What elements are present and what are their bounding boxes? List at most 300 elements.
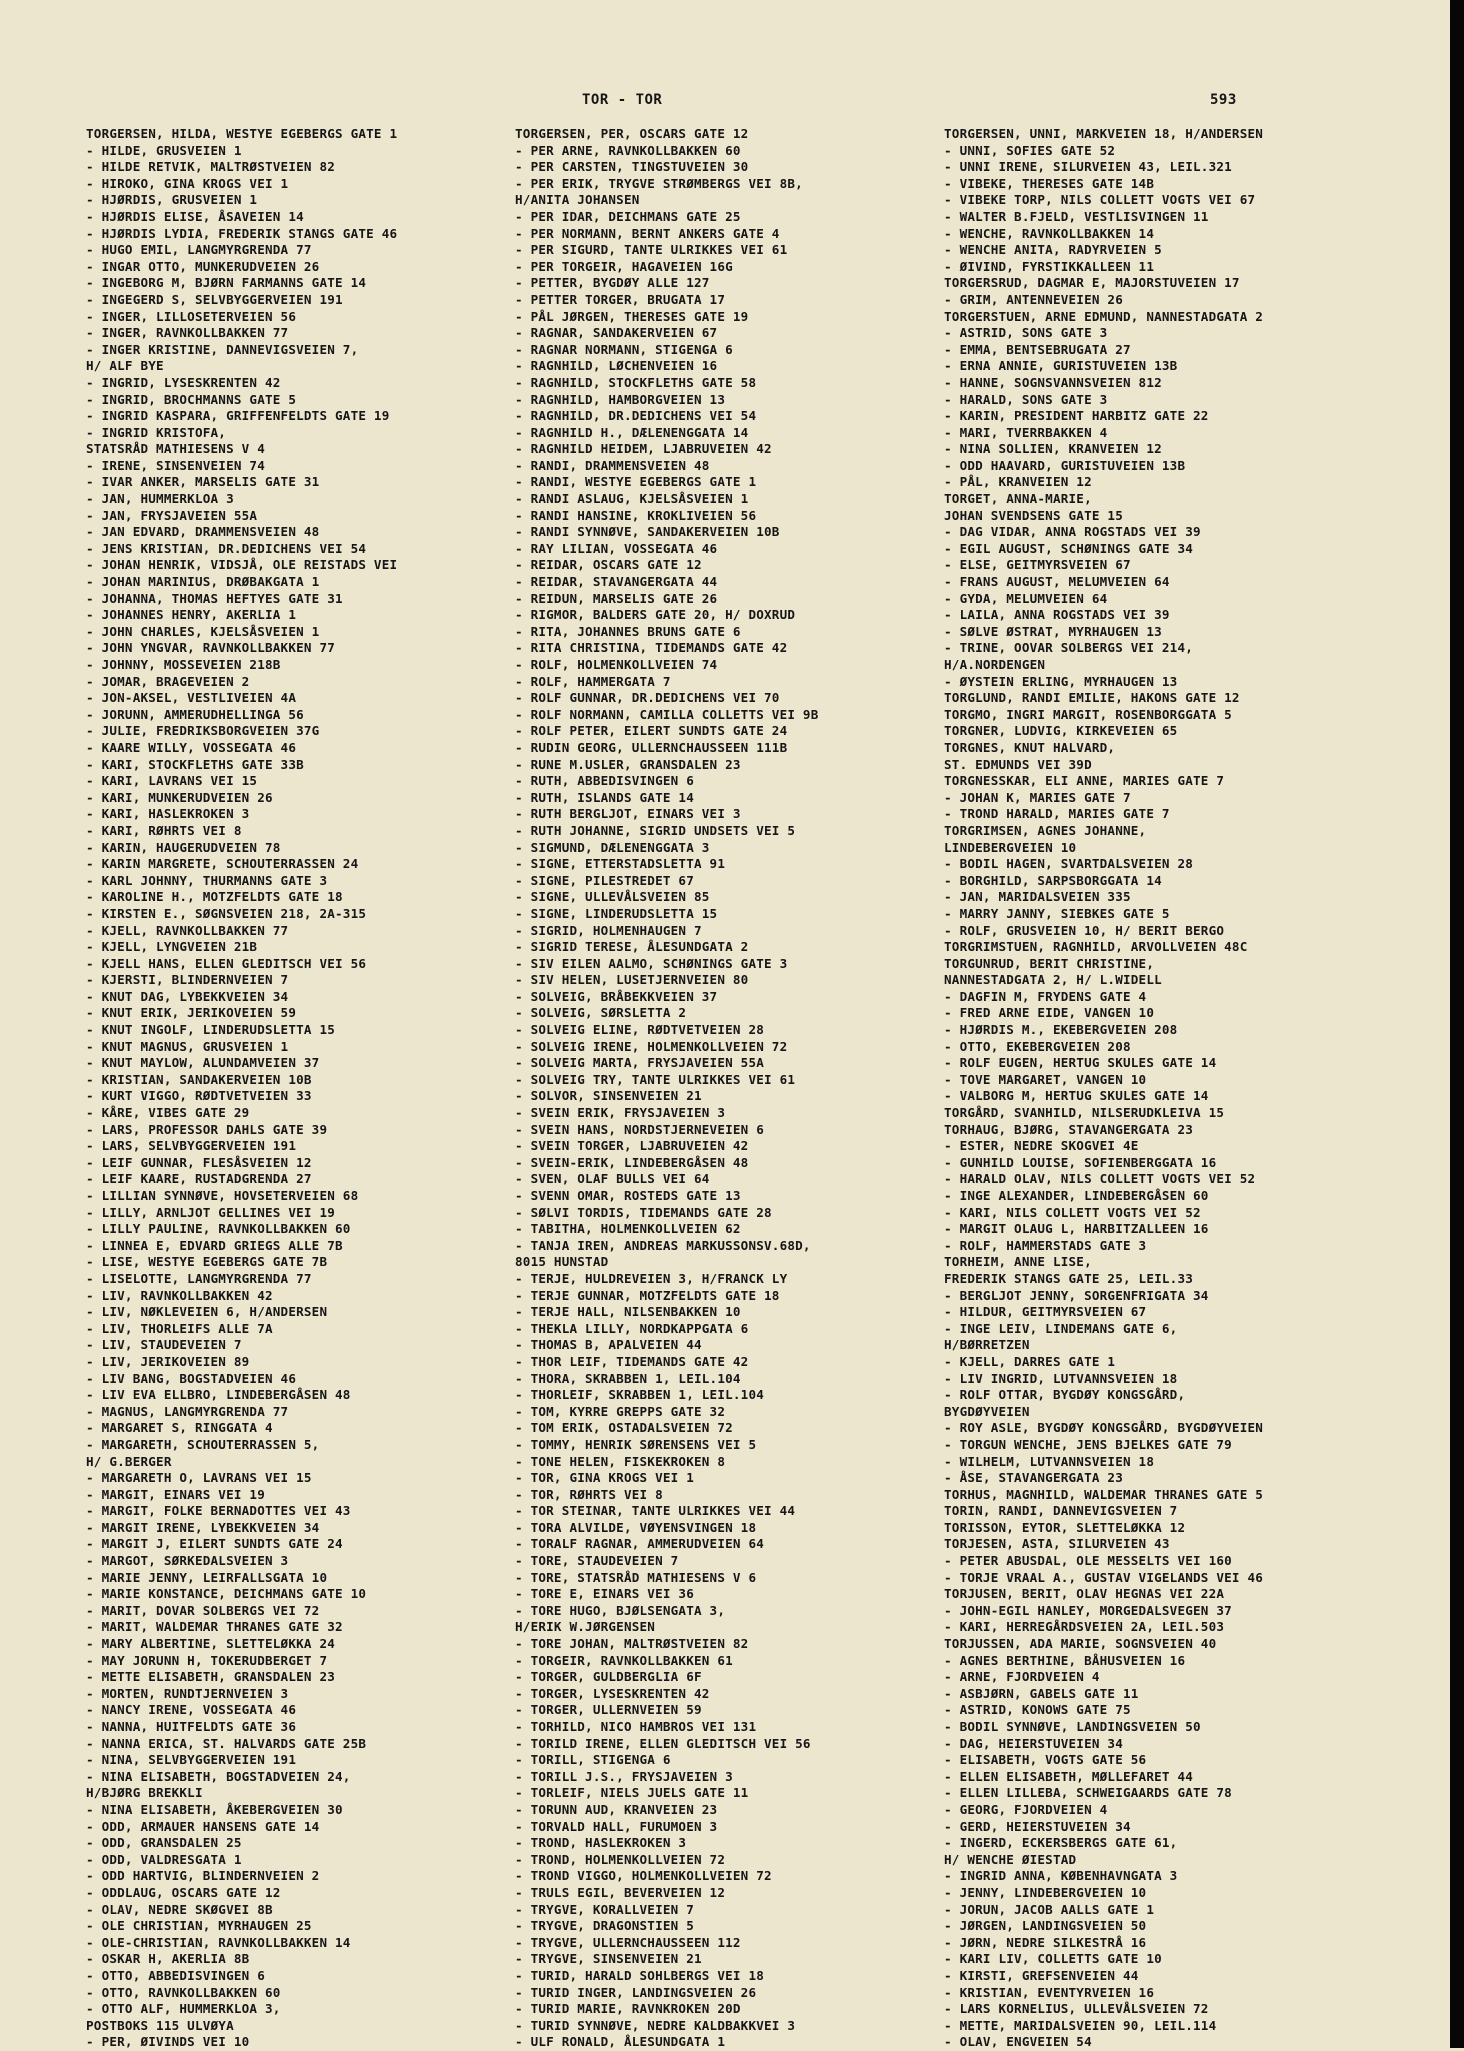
directory-entry: - MARGARETH O, LAVRANS VEI 15 [86, 1470, 312, 1486]
directory-entry: - DAG, HEIERSTUVEIEN 34 [944, 1735, 1123, 1751]
directory-entry: - LIV INGRID, LUTVANNSVEIEN 18 [944, 1370, 1178, 1386]
directory-entry: - RUDIN GEORG, ULLERNCHAUSSEEN 111B [515, 739, 788, 755]
directory-entry: - OTTO ALF, HUMMERKLOA 3, [86, 2001, 281, 2017]
directory-entry: TORGRIMSEN, AGNES JOHANNE, [944, 822, 1147, 838]
directory-entry: - LIV, THORLEIFS ALLE 7A [86, 1320, 273, 1336]
directory-entry: - RIGMOR, BALDERS GATE 20, H/ DOXRUD [515, 607, 796, 623]
directory-entry: - SVEIN HANS, NORDSTJERNEVEIEN 6 [515, 1121, 765, 1137]
directory-entry: - TOVE MARGARET, VANGEN 10 [944, 1071, 1147, 1087]
directory-entry: - INGRID KRISTOFA, [86, 424, 227, 440]
directory-entry: - HJØRDIS, GRUSVEIEN 1 [86, 192, 258, 208]
directory-entry: - MARGIT, EINARS VEI 19 [86, 1486, 265, 1502]
directory-entry: - KJELL, LYNGVEIEN 21B [86, 939, 258, 955]
directory-entry: - TORA ALVILDE, VØYENSVINGEN 18 [515, 1519, 757, 1535]
directory-entry: - SIGNE, ULLEVÅLSVEIEN 85 [515, 889, 710, 905]
directory-entry: TORGERSEN, PER, OSCARS GATE 12 [515, 126, 749, 141]
directory-entry: - TORE E, EINARS VEI 36 [515, 1586, 694, 1602]
directory-entry: TORGERSTUEN, ARNE EDMUND, NANNESTADGATA 2 [944, 308, 1264, 324]
directory-column-3 [944, 126, 1344, 2051]
directory-entry: - PER SIGURD, TANTE ULRIKKES VEI 61 [515, 242, 788, 258]
directory-entry: STATSRÅD MATHIESENS V 4 [86, 441, 265, 457]
directory-entry: - JORUN, JACOB AALLS GATE 1 [944, 1901, 1155, 1917]
directory-entry: - PÅL JØRGEN, THERESES GATE 19 [515, 308, 749, 324]
directory-entry: - JAN, MARIDALSVEIEN 335 [944, 889, 1131, 905]
directory-entry: - ELLEN ELISABETH, MØLLEFARET 44 [944, 1768, 1194, 1784]
directory-entry: - TORHILD, NICO HAMBROS VEI 131 [515, 1719, 757, 1734]
directory-entry: - NINA, SELVBYGGERVEIEN 191 [86, 1752, 297, 1768]
directory-entry: TORGNER, LUDVIG, KIRKEVEIEN 65 [944, 723, 1178, 739]
directory-entry: - LISELOTTE, LANGMYRGRENDA 77 [86, 1270, 312, 1286]
directory-entry: TORGRIMSTUEN, RAGNHILD, ARVOLLVEIEN 48C [944, 939, 1248, 955]
directory-entry: - JAN EDVARD, DRAMMENSVEIEN 48 [86, 524, 320, 540]
directory-entry: - RAY LILIAN, VOSSEGATA 46 [515, 540, 718, 556]
directory-entry: - THORA, SKRABBEN 1, LEIL.104 [515, 1370, 741, 1386]
directory-entry: - UNNI IRENE, SILURVEIEN 43, LEIL.321 [944, 159, 1232, 175]
directory-entry: - ROLF, GRUSVEIEN 10, H/ BERIT BERGO [944, 922, 1225, 938]
directory-entry: - LEIF KAARE, RUSTADGRENDA 27 [86, 1171, 312, 1187]
directory-entry: - MARGARETH, SCHOUTERRASSEN 5, [86, 1436, 320, 1452]
directory-entry: - BODIL SYNNØVE, LANDINGSVEIEN 50 [944, 1719, 1201, 1734]
directory-entry: - RUNE M.USLER, GRANSDALEN 23 [515, 756, 741, 772]
directory-entry: - RAGNHILD, LØCHENVEIEN 16 [515, 358, 718, 374]
directory-entry: - JOHAN K, MARIES GATE 7 [944, 789, 1131, 805]
directory-entry: TORGNES, KNUT HALVARD, [944, 739, 1116, 755]
directory-entry: - IVAR ANKER, MARSELIS GATE 31 [86, 474, 320, 490]
directory-entry: - REIDAR, OSCARS GATE 12 [515, 557, 702, 573]
directory-entry: - RITA, JOHANNES BRUNS GATE 6 [515, 623, 741, 639]
directory-entry: - TORGEIR, RAVNKOLLBAKKEN 61 [515, 1652, 733, 1668]
directory-entry: - WILHELM, LUTVANNSVEIEN 18 [944, 1453, 1155, 1469]
directory-entry: - RANDI SYNNØVE, SANDAKERVEIEN 10B [515, 524, 780, 540]
directory-entry: POSTBOKS 115 ULVØYA [86, 2017, 234, 2033]
directory-entry: - THORLEIF, SKRABBEN 1, LEIL.104 [515, 1387, 765, 1403]
directory-entry: H/A.NORDENGEN [944, 657, 1046, 672]
page-title: TOR - TOR [582, 92, 663, 108]
directory-entry: - JORUNN, AMMERUDHELLINGA 56 [86, 706, 304, 722]
directory-entry: - SIGNE, PILESTREDET 67 [515, 872, 694, 888]
directory-entry: - LAILA, ANNA ROGSTADS VEI 39 [944, 607, 1170, 623]
directory-entry: - RANDI ASLAUG, KJELSÅSVEIEN 1 [515, 491, 749, 507]
directory-entry: - KARI, MUNKERUDVEIEN 26 [86, 789, 273, 805]
directory-entry: - SVEIN-ERIK, LINDEBERGÅSEN 48 [515, 1154, 749, 1170]
directory-entry: - SOLVEIG ELINE, RØDTVETVEIEN 28 [515, 1022, 765, 1038]
directory-entry: TORGMO, INGRI MARGIT, ROSENBORGGATA 5 [944, 706, 1232, 722]
directory-entry: - SVEIN TORGER, LJABRUVEIEN 42 [515, 1138, 749, 1154]
directory-entry: - THEKLA LILLY, NORDKAPPGATA 6 [515, 1320, 749, 1336]
directory-entry: - GUNHILD LOUISE, SOFIENBERGGATA 16 [944, 1154, 1217, 1170]
directory-entry: - KARIN, HAUGERUDVEIEN 78 [86, 839, 281, 855]
directory-entry: - TRULS EGIL, BEVERVEIEN 12 [515, 1884, 726, 1900]
directory-entry: - TOM, KYRRE GREPPS GATE 32 [515, 1403, 726, 1419]
directory-entry: - MARGIT, FOLKE BERNADOTTES VEI 43 [86, 1503, 351, 1519]
directory-entry: - LIV, NØKLEVEIEN 6, H/ANDERSEN [86, 1304, 328, 1320]
directory-entry: - ROLF, HOLMENKOLLVEIEN 74 [515, 657, 718, 672]
directory-entry: - LEIF GUNNAR, FLESÅSVEIEN 12 [86, 1154, 312, 1170]
directory-entry: - RAGNHILD, STOCKFLETHS GATE 58 [515, 374, 757, 390]
directory-entry: - MARRY JANNY, SIEBKES GATE 5 [944, 905, 1170, 921]
directory-entry: - SOLVEIG TRY, TANTE ULRIKKES VEI 61 [515, 1071, 796, 1087]
directory-entry: - SOLVOR, SINSENVEIEN 21 [515, 1088, 702, 1104]
directory-entry: - KNUT INGOLF, LINDERUDSLETTA 15 [86, 1022, 336, 1038]
directory-entry: - SIV EILEN AALMO, SCHØNINGS GATE 3 [515, 955, 788, 971]
directory-entry: - BERGLJOT JENNY, SORGENFRIGATA 34 [944, 1287, 1209, 1303]
directory-entry: - RAGNAR NORMANN, STIGENGA 6 [515, 341, 733, 357]
directory-entry: - NINA ELISABETH, BOGSTADVEIEN 24, [86, 1768, 351, 1784]
directory-entry: - JENS KRISTIAN, DR.DEDICHENS VEI 54 [86, 540, 367, 556]
directory-entry: - EGIL AUGUST, SCHØNINGS GATE 34 [944, 540, 1194, 556]
directory-entry: - KIRSTEN E., SØGNSVEIEN 218, 2A-315 [86, 905, 367, 921]
directory-entry: - VIBEKE TORP, NILS COLLETT VOGTS VEI 67 [944, 192, 1256, 208]
directory-entry: - JOMAR, BRAGEVEIEN 2 [86, 673, 250, 689]
directory-entry: TORHAUG, BJØRG, STAVANGERGATA 23 [944, 1121, 1194, 1137]
directory-entry: - LINNEA E, EDVARD GRIEGS ALLE 7B [86, 1237, 343, 1253]
directory-entry: - HIROKO, GINA KROGS VEI 1 [86, 175, 289, 191]
directory-entry: - JOHAN HENRIK, VIDSJÅ, OLE REISTADS VEI [86, 557, 398, 573]
directory-entry: - JAN, FRYSJAVEIEN 55A [86, 507, 258, 523]
directory-entry: - PER TORGEIR, HAGAVEIEN 16G [515, 258, 733, 274]
directory-entry: - PETTER, BYGDØY ALLE 127 [515, 275, 710, 291]
directory-entry: - TORILL J.S., FRYSJAVEIEN 3 [515, 1768, 733, 1784]
directory-entry: - ASTRID, SONS GATE 3 [944, 325, 1108, 341]
directory-entry: - TOMMY, HENRIK SØRENSENS VEI 5 [515, 1436, 757, 1452]
directory-entry: - HJØRDIS M., EKEBERGVEIEN 208 [944, 1022, 1178, 1038]
directory-entry: - ØIVIND, FYRSTIKKALLEEN 11 [944, 258, 1155, 274]
directory-entry: - PER CARSTEN, TINGSTUVEIEN 30 [515, 159, 749, 175]
directory-entry: - MARGARET S, RINGGATA 4 [86, 1420, 273, 1436]
directory-entry: - TRYGVE, SINSENVEIEN 21 [515, 1951, 702, 1967]
directory-entry: - UNNI, SOFIES GATE 52 [944, 142, 1116, 158]
directory-entry: - BODIL HAGEN, SVARTDALSVEIEN 28 [944, 856, 1194, 872]
directory-entry: - REIDUN, MARSELIS GATE 26 [515, 590, 718, 606]
directory-entry: - LIV, STAUDEVEIEN 7 [86, 1337, 242, 1353]
directory-entry: - SOLVEIG, SØRSLETTA 2 [515, 1005, 687, 1021]
directory-entry: - JØRGEN, LANDINGSVEIEN 50 [944, 1918, 1147, 1934]
directory-entry: - TROND, HOLMENKOLLVEIEN 72 [515, 1851, 726, 1867]
directory-entry: - HJØRDIS ELISE, ÅSAVEIEN 14 [86, 208, 304, 224]
directory-entry: - KURT VIGGO, RØDTVETVEIEN 33 [86, 1088, 312, 1104]
directory-entry: - ROLF OTTAR, BYGDØY KONGSGÅRD, [944, 1387, 1186, 1403]
directory-entry: - TORJE VRAAL A., GUSTAV VIGELANDS VEI 46 [944, 1569, 1264, 1585]
directory-entry: - PETTER TORGER, BRUGATA 17 [515, 291, 726, 307]
directory-entry: TORGERSEN, HILDA, WESTYE EGEBERGS GATE 1 [86, 126, 398, 141]
directory-entry: - SØLVI TORDIS, TIDEMANDS GATE 28 [515, 1204, 772, 1220]
directory-entry: - TRINE, OOVAR SOLBERGS VEI 214, [944, 640, 1194, 656]
directory-entry: TORISSON, EYTOR, SLETTELØKKA 12 [944, 1519, 1186, 1535]
directory-entry: - KJERSTI, BLINDERNVEIEN 7 [86, 972, 289, 988]
directory-entry: - MARIE JENNY, LEIRFALLSGATA 10 [86, 1569, 328, 1585]
directory-entry: - TERJE, HULDREVEIEN 3, H/FRANCK LY [515, 1270, 788, 1286]
directory-entry: - LILLY, ARNLJOT GELLINES VEI 19 [86, 1204, 336, 1220]
directory-entry: - LARS, PROFESSOR DAHLS GATE 39 [86, 1121, 328, 1137]
directory-entry: TORGNESSKAR, ELI ANNE, MARIES GATE 7 [944, 773, 1225, 789]
directory-entry: - GEORG, FJORDVEIEN 4 [944, 1801, 1108, 1817]
directory-entry: - LARS KORNELIUS, ULLEVÅLSVEIEN 72 [944, 2001, 1209, 2017]
directory-entry: - OLE CHRISTIAN, MYRHAUGEN 25 [86, 1918, 312, 1934]
directory-entry: - KARI, LAVRANS VEI 15 [86, 773, 258, 789]
directory-entry: - MARIT, WALDEMAR THRANES GATE 32 [86, 1619, 343, 1635]
directory-entry: - JØRN, NEDRE SILKESTRÅ 16 [944, 1934, 1147, 1950]
directory-entry: - PER IDAR, DEICHMANS GATE 25 [515, 208, 741, 224]
directory-entry: - JOHANNA, THOMAS HEFTYES GATE 31 [86, 590, 343, 606]
directory-entry: - KARI, NILS COLLETT VOGTS VEI 52 [944, 1204, 1201, 1220]
directory-entry: - NINA SOLLIEN, KRANVEIEN 12 [944, 441, 1162, 457]
directory-entry: - INGEBORG M, BJØRN FARMANNS GATE 14 [86, 275, 367, 291]
directory-entry: - RANDI HANSINE, KROKLIVEIEN 56 [515, 507, 757, 523]
directory-entry: - KNUT MAYLOW, ALUNDAMVEIEN 37 [86, 1055, 320, 1071]
directory-entry: - LARS, SELVBYGGERVEIEN 191 [86, 1138, 297, 1154]
directory-entry: - METTE ELISABETH, GRANSDALEN 23 [86, 1669, 336, 1685]
directory-entry: - ROLF, HAMMERGATA 7 [515, 673, 671, 689]
directory-entry: - SIGNE, ETTERSTADSLETTA 91 [515, 856, 726, 872]
directory-entry: - ROLF NORMANN, CAMILLA COLLETTS VEI 9B [515, 706, 819, 722]
directory-entry: TORGLUND, RANDI EMILIE, HAKONS GATE 12 [944, 690, 1240, 706]
directory-entry: H/ANITA JOHANSEN [515, 192, 640, 208]
directory-entry: BYGDØYVEIEN [944, 1403, 1030, 1419]
directory-entry: - TONE HELEN, FISKEKROKEN 8 [515, 1453, 726, 1469]
directory-entry: - ODDLAUG, OSCARS GATE 12 [86, 1884, 281, 1900]
directory-entry: - PER NORMANN, BERNT ANKERS GATE 4 [515, 225, 780, 241]
directory-entry: - KNUT ERIK, JERIKOVEIEN 59 [86, 1005, 297, 1021]
directory-entry: - PETER ABUSDAL, OLE MESSELTS VEI 160 [944, 1553, 1232, 1569]
directory-entry: - INGER, LILLOSETERVEIEN 56 [86, 308, 297, 324]
directory-entry: - INGER, RAVNKOLLBAKKEN 77 [86, 325, 289, 341]
directory-entry: - KIRSTI, GREFSENVEIEN 44 [944, 1967, 1139, 1983]
directory-entry: - LIV EVA ELLBRO, LINDEBERGÅSEN 48 [86, 1387, 351, 1403]
directory-entry: - WENCHE, RAVNKOLLBAKKEN 14 [944, 225, 1155, 241]
directory-entry: - INGAR OTTO, MUNKERUDVEIEN 26 [86, 258, 320, 274]
directory-entry: - RUTH BERGLJOT, EINARS VEI 3 [515, 806, 741, 822]
directory-entry: - SØLVE ØSTRAT, MYRHAUGEN 13 [944, 623, 1162, 639]
directory-entry: - TOR, RØHRTS VEI 8 [515, 1486, 663, 1502]
directory-entry: - KARI, RØHRTS VEI 8 [86, 822, 242, 838]
directory-column-2 [515, 126, 925, 2051]
directory-entry: - KRISTIAN, EVENTYRVEIEN 16 [944, 1984, 1155, 2000]
directory-entry: - TORLEIF, NIELS JUELS GATE 11 [515, 1785, 749, 1801]
directory-entry: - RANDI, DRAMMENSVEIEN 48 [515, 457, 710, 473]
directory-entry: - MARGIT IRENE, LYBEKKVEIEN 34 [86, 1519, 320, 1535]
directory-entry: - TORGER, ULLERNVEIEN 59 [515, 1702, 702, 1718]
directory-entry: - ROLF, HAMMERSTADS GATE 3 [944, 1237, 1147, 1253]
directory-entry: TORGUNRUD, BERIT CHRISTINE, [944, 955, 1155, 971]
directory-entry: - RUTH, ABBEDISVINGEN 6 [515, 773, 694, 789]
directory-entry: - ÅSE, STAVANGERGATA 23 [944, 1470, 1123, 1486]
directory-entry: - TORE JOHAN, MALTRØSTVEIEN 82 [515, 1636, 749, 1652]
directory-entry: - TORALF RAGNAR, AMMERUDVEIEN 64 [515, 1536, 765, 1552]
directory-entry: - TORUNN AUD, KRANVEIEN 23 [515, 1801, 718, 1817]
directory-entry: - MORTEN, RUNDTJERNVEIEN 3 [86, 1685, 289, 1701]
directory-entry: - THOR LEIF, TIDEMANDS GATE 42 [515, 1353, 749, 1369]
directory-entry: - JOHAN MARINIUS, DRØBAKGATA 1 [86, 574, 320, 590]
directory-entry: - MARGIT J, EILERT SUNDTS GATE 24 [86, 1536, 343, 1552]
directory-entry: - TROND VIGGO, HOLMENKOLLVEIEN 72 [515, 1868, 772, 1884]
directory-entry: - FRED ARNE EIDE, VANGEN 10 [944, 1005, 1155, 1021]
directory-entry: - ASBJØRN, GABELS GATE 11 [944, 1685, 1139, 1701]
directory-entry: H/BØRRETZEN [944, 1337, 1030, 1353]
directory-entry: - SOLVEIG, BRÅBEKKVEIEN 37 [515, 988, 718, 1004]
directory-entry: - INGE LEIV, LINDEMANS GATE 6, [944, 1320, 1178, 1336]
directory-entry: - ESTER, NEDRE SKOGVEI 4E [944, 1138, 1139, 1154]
directory-entry: H/ WENCHE ØIESTAD [944, 1851, 1077, 1867]
directory-entry: - PER ERIK, TRYGVE STRØMBERGS VEI 8B, [515, 175, 803, 191]
directory-entry: - TANJA IREN, ANDREAS MARKUSSONSV.68D, [515, 1237, 811, 1253]
directory-entry: TORHUS, MAGNHILD, WALDEMAR THRANES GATE 5 [944, 1486, 1264, 1502]
directory-entry: NANNESTADGATA 2, H/ L.WIDELL [944, 972, 1162, 988]
directory-entry: - NINA ELISABETH, ÅKEBERGVEIEN 30 [86, 1801, 343, 1817]
directory-entry: - JAN, HUMMERKLOA 3 [86, 491, 234, 507]
directory-entry: - MARI, TVERRBAKKEN 4 [944, 424, 1108, 440]
page-header [0, 92, 1450, 112]
directory-entry: - ODD HAAVARD, GURISTUVEIEN 13B [944, 457, 1186, 473]
directory-entry: - KRISTIAN, SANDAKERVEIEN 10B [86, 1071, 312, 1087]
directory-entry: - SIGNE, LINDERUDSLETTA 15 [515, 905, 718, 921]
directory-entry: TORGET, ANNA-MARIE, [944, 491, 1092, 507]
directory-entry: - RAGNHILD, DR.DEDICHENS VEI 54 [515, 408, 757, 424]
directory-entry: - TORE, STAUDEVEIEN 7 [515, 1553, 679, 1569]
directory-entry: - VALBORG M, HERTUG SKULES GATE 14 [944, 1088, 1209, 1104]
directory-entry: - RAGNAR, SANDAKERVEIEN 67 [515, 325, 718, 341]
directory-entry: TORGÅRD, SVANHILD, NILSERUDKLEIVA 15 [944, 1105, 1225, 1121]
directory-entry: - INGRID ANNA, KØBENHAVNGATA 3 [944, 1868, 1178, 1884]
directory-entry: - HJØRDIS LYDIA, FREDERIK STANGS GATE 46 [86, 225, 398, 241]
directory-entry: - ODD, VALDRESGATA 1 [86, 1851, 242, 1867]
directory-entry: - HARALD, SONS GATE 3 [944, 391, 1108, 407]
directory-entry: - EMMA, BENTSEBRUGATA 27 [944, 341, 1131, 357]
directory-entry: - ROLF PETER, EILERT SUNDTS GATE 24 [515, 723, 788, 739]
directory-entry: - SOLVEIG MARTA, FRYSJAVEIEN 55A [515, 1055, 765, 1071]
directory-entry: - KARL JOHNNY, THURMANNS GATE 3 [86, 872, 328, 888]
directory-entry: - JOHANNES HENRY, AKERLIA 1 [86, 607, 297, 623]
directory-entry: - RAGNHILD HEIDEM, LJABRUVEIEN 42 [515, 441, 772, 457]
directory-entry: - TROND, HASLEKROKEN 3 [515, 1835, 687, 1851]
directory-entry: - TORE, STATSRÅD MATHIESENS V 6 [515, 1569, 757, 1585]
directory-entry: - SIGRID TERESE, ÅLESUNDGATA 2 [515, 939, 749, 955]
directory-entry: - TURID SYNNØVE, NEDRE KALDBAKKVEI 3 [515, 2017, 796, 2033]
directory-entry: - ROLF GUNNAR, DR.DEDICHENS VEI 70 [515, 690, 780, 706]
directory-entry: - KJELL, DARRES GATE 1 [944, 1353, 1116, 1369]
directory-entry: - AGNES BERTHINE, BÅHUSVEIEN 16 [944, 1652, 1186, 1668]
directory-entry: - TRYGVE, KORALLVEIEN 7 [515, 1901, 694, 1917]
directory-entry: - ROY ASLE, BYGDØY KONGSGÅRD, BYGDØYVEIEN [944, 1420, 1264, 1436]
directory-entry: - SIGRID, HOLMENHAUGEN 7 [515, 922, 702, 938]
directory-entry: - WENCHE ANITA, RADYRVEIEN 5 [944, 242, 1162, 258]
directory-entry: - IRENE, SINSENVEIEN 74 [86, 457, 265, 473]
directory-entry: H/ ALF BYE [86, 358, 164, 374]
directory-entry: - SVEIN ERIK, FRYSJAVEIEN 3 [515, 1105, 726, 1121]
directory-entry: - PER ARNE, RAVNKOLLBAKKEN 60 [515, 142, 741, 158]
directory-entry: TORGERSEN, UNNI, MARKVEIEN 18, H/ANDERSEN [944, 126, 1264, 141]
directory-entry: - TRYGVE, ULLERNCHAUSSEEN 112 [515, 1934, 741, 1950]
directory-entry: - ROLF EUGEN, HERTUG SKULES GATE 14 [944, 1055, 1217, 1071]
directory-entry: - SVEN, OLAF BULLS VEI 64 [515, 1171, 710, 1187]
directory-entry: - TORVALD HALL, FURUMOEN 3 [515, 1818, 718, 1834]
directory-entry: - TURID, HARALD SOHLBERGS VEI 18 [515, 1967, 765, 1983]
directory-entry: TORIN, RANDI, DANNEVIGSVEIEN 7 [944, 1503, 1178, 1519]
directory-entry: 8015 HUNSTAD [515, 1254, 609, 1270]
directory-entry: - TORILL, STIGENGA 6 [515, 1752, 671, 1768]
directory-entry: - ULF RONALD, ÅLESUNDGATA 1 [515, 2034, 726, 2050]
directory-entry: H/ERIK W.JØRGENSEN [515, 1619, 656, 1635]
directory-entry: - INGRID KASPARA, GRIFFENFELDTS GATE 19 [86, 408, 390, 424]
directory-entry: - DAG VIDAR, ANNA ROGSTADS VEI 39 [944, 524, 1201, 540]
directory-entry: - KNUT DAG, LYBEKKVEIEN 34 [86, 988, 289, 1004]
directory-entry: - ODD, ARMAUER HANSENS GATE 14 [86, 1818, 320, 1834]
directory-entry: - OTTO, ABBEDISVINGEN 6 [86, 1967, 265, 1983]
directory-entry: - KNUT MAGNUS, GRUSVEIEN 1 [86, 1038, 289, 1054]
directory-entry: TORJESEN, ASTA, SILURVEIEN 43 [944, 1536, 1170, 1552]
directory-entry: - HANNE, SOGNSVANNSVEIEN 812 [944, 374, 1162, 390]
directory-entry: - ERNA ANNIE, GURISTUVEIEN 13B [944, 358, 1178, 374]
directory-entry: - NANNA ERICA, ST. HALVARDS GATE 25B [86, 1735, 367, 1751]
directory-entry: - REIDAR, STAVANGERGATA 44 [515, 574, 718, 590]
directory-entry: - TOM ERIK, OSTADALSVEIEN 72 [515, 1420, 733, 1436]
directory-entry: TORGERSRUD, DAGMAR E, MAJORSTUVEIEN 17 [944, 275, 1240, 291]
directory-entry: - NANNA, HUITFELDTS GATE 36 [86, 1719, 297, 1734]
directory-entry: - OSKAR H, AKERLIA 8B [86, 1951, 250, 1967]
page-number: 593 [1210, 92, 1237, 108]
directory-entry: - KJELL, RAVNKOLLBAKKEN 77 [86, 922, 289, 938]
directory-entry: - SIGMUND, DÆLENENGGATA 3 [515, 839, 710, 855]
directory-entry: - KARI, HASLEKROKEN 3 [86, 806, 250, 822]
directory-entry: - SVENN OMAR, ROSTEDS GATE 13 [515, 1188, 741, 1203]
directory-entry: - ODD, GRANSDALEN 25 [86, 1835, 242, 1851]
directory-entry: - TRYGVE, DRAGONSTIEN 5 [515, 1918, 694, 1934]
directory-entry: - KARI, STOCKFLETHS GATE 33B [86, 756, 304, 772]
directory-entry: - JOHNNY, MOSSEVEIEN 218B [86, 657, 281, 672]
directory-entry: H/ G.BERGER [86, 1453, 172, 1469]
directory-entry: - THOMAS B, APALVEIEN 44 [515, 1337, 702, 1353]
directory-entry: ST. EDMUNDS VEI 39D [944, 756, 1092, 772]
directory-entry: - HILDUR, GEITMYRSVEIEN 67 [944, 1304, 1147, 1320]
directory-entry: JOHAN SVENDSENS GATE 15 [944, 507, 1123, 523]
directory-entry: - SIV HELEN, LUSETJERNVEIEN 80 [515, 972, 749, 988]
directory-entry: - OTTO, EKEBERGVEIEN 208 [944, 1038, 1131, 1054]
directory-entry: - KARIN, PRESIDENT HARBITZ GATE 22 [944, 408, 1209, 424]
directory-entry: - OLAV, NEDRE SKØGVEI 8B [86, 1901, 273, 1917]
directory-entry: - LILLY PAULINE, RAVNKOLLBAKKEN 60 [86, 1221, 351, 1237]
directory-entry: - LIV BANG, BOGSTADVEIEN 46 [86, 1370, 297, 1386]
directory-entry: - HILDE RETVIK, MALTRØSTVEIEN 82 [86, 159, 336, 175]
directory-entry: - KAROLINE H., MOTZFELDTS GATE 18 [86, 889, 343, 905]
directory-entry: - MARGOT, SØRKEDALSVEIEN 3 [86, 1553, 289, 1569]
directory-entry: - HILDE, GRUSVEIEN 1 [86, 142, 242, 158]
directory-entry: - TORILD IRENE, ELLEN GLEDITSCH VEI 56 [515, 1735, 811, 1751]
directory-entry: - TORGER, LYSESKRENTEN 42 [515, 1685, 710, 1701]
directory-entry: TORJUSEN, BERIT, OLAV HEGNAS VEI 22A [944, 1586, 1225, 1602]
directory-entry: - MARGIT OLAUG L, HARBITZALLEEN 16 [944, 1221, 1209, 1237]
directory-entry: - ARNE, FJORDVEIEN 4 [944, 1669, 1100, 1685]
directory-entry: - ELISABETH, VOGTS GATE 56 [944, 1752, 1147, 1768]
directory-entry: FREDERIK STANGS GATE 25, LEIL.33 [944, 1270, 1194, 1286]
directory-entry: - GRIM, ANTENNEVEIEN 26 [944, 291, 1123, 307]
directory-entry: - MARIE KONSTANCE, DEICHMANS GATE 10 [86, 1586, 367, 1602]
directory-entry: - ASTRID, KONOWS GATE 75 [944, 1702, 1131, 1718]
directory-entry: - INGERD, ECKERSBERGS GATE 61, [944, 1835, 1178, 1851]
directory-entry: H/BJØRG BREKKLI [86, 1785, 203, 1801]
directory-entry: - KARIN MARGRETE, SCHOUTERRASSEN 24 [86, 856, 359, 872]
directory-entry: - KÅRE, VIBES GATE 29 [86, 1105, 250, 1121]
directory-entry: - TURID INGER, LANDINGSVEIEN 26 [515, 1984, 757, 2000]
directory-entry: - ODD HARTVIG, BLINDERNVEIEN 2 [86, 1868, 320, 1884]
directory-entry: TORJUSSEN, ADA MARIE, SOGNSVEIEN 40 [944, 1636, 1217, 1652]
directory-entry: - ELLEN LILLEBA, SCHWEIGAARDS GATE 78 [944, 1785, 1232, 1801]
directory-entry: - INGRID, BROCHMANNS GATE 5 [86, 391, 297, 407]
directory-entry: - TROND HARALD, MARIES GATE 7 [944, 806, 1170, 822]
directory-entry: - DAGFIN M, FRYDENS GATE 4 [944, 988, 1147, 1004]
directory-entry: - METTE, MARIDALSVEIEN 90, LEIL.114 [944, 2017, 1217, 2033]
directory-entry: - GYDA, MELUMVEIEN 64 [944, 590, 1108, 606]
directory-entry: - INGRID, LYSESKRENTEN 42 [86, 374, 281, 390]
directory-entry: - RAGNHILD, HAMBORGVEIEN 13 [515, 391, 726, 407]
